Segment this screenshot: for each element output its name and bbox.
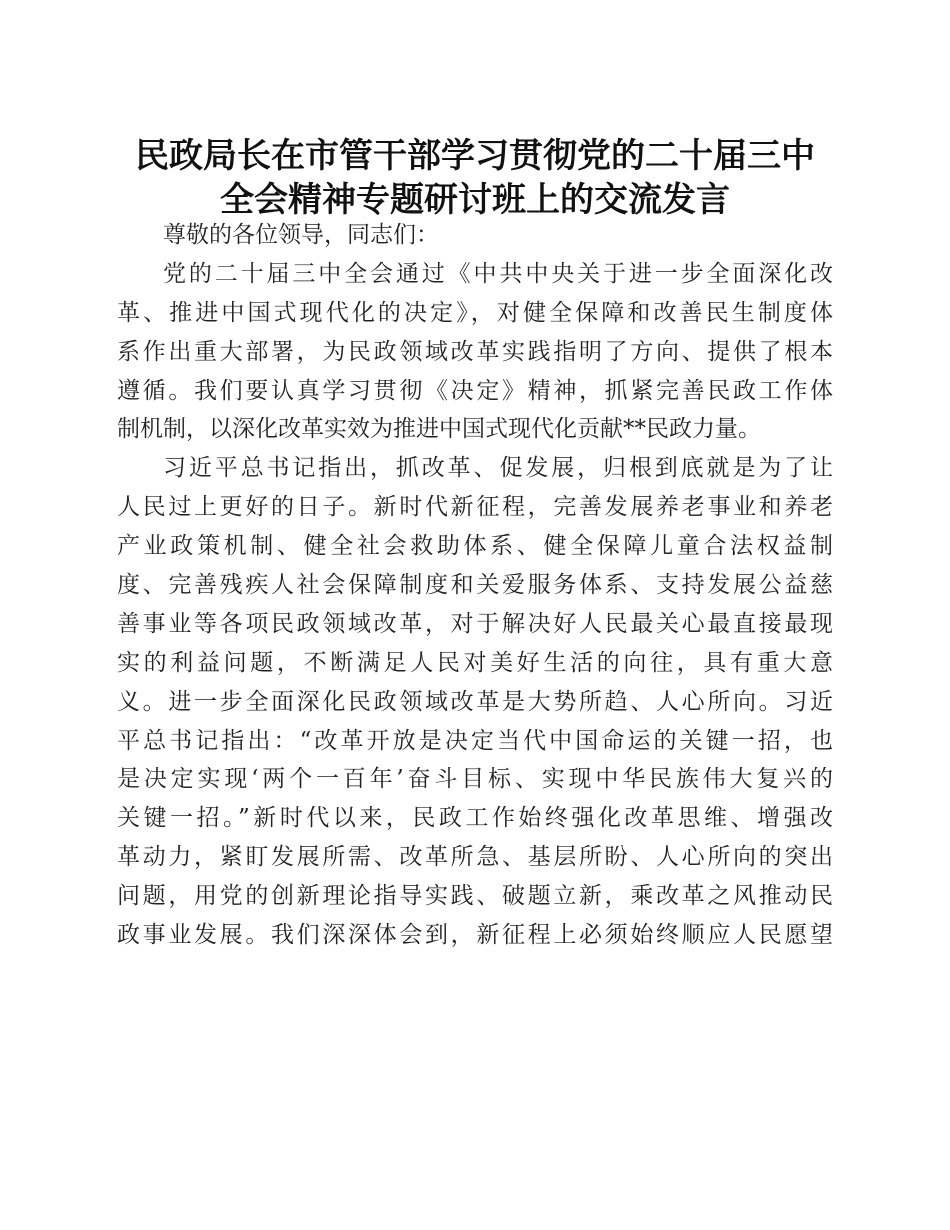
body-line: 问题，用党的创新理论指导实践、破题立新，乘改革之风推动民 <box>117 883 833 910</box>
body-line: 是决定实现‘两个一百年’奋斗目标、实现中华民族伟大复兴的 <box>117 766 833 793</box>
body-line: 遵循。我们要认真学习贯彻《决定》精神，抓紧完善民政工作体 <box>117 377 833 404</box>
body-line: 政事业发展。我们深深体会到，新征程上必须始终顺应人民愿望 <box>117 922 833 949</box>
body-line: 习近平总书记指出，抓改革、促发展，归根到底就是为了让 <box>163 455 833 482</box>
body-line: 革动力，紧盯发展所需、改革所急、基层所盼、人心所向的突出 <box>117 844 833 871</box>
salutation-line: 尊敬的各位领导，同志们： <box>163 222 439 248</box>
body-line: 实的利益问题，不断满足人民对美好生活的向往，具有重大意 <box>117 649 833 676</box>
body-line: 党的二十届三中全会通过《中共中央关于进一步全面深化改 <box>163 260 833 287</box>
body-line: 产业政策机制、健全社会救助体系、健全保障儿童合法权益制 <box>117 533 833 560</box>
body-line: 系作出重大部署，为民政领域改革实践指明了方向、提供了根本 <box>117 338 833 365</box>
body-line: 革、推进中国式现代化的决定》，对健全保障和改善民生制度体 <box>117 299 833 326</box>
body-line: 度、完善残疾人社会保障制度和关爱服务体系、支持发展公益慈 <box>117 572 833 599</box>
body-line: 制机制，以深化改革实效为推进中国式现代化贡献**民政力量。 <box>117 416 761 443</box>
document-title <box>100 134 850 222</box>
title-line-2: 全会精神专题研讨班上的交流发言 <box>220 180 730 220</box>
title-line-1: 民政局长在市管干部学习贯彻党的二十届三中 <box>135 136 815 176</box>
body-line: 关键一招。”新时代以来，民政工作始终强化改革思维、增强改 <box>117 805 833 832</box>
body-line: 人民过上更好的日子。新时代新征程，完善发展养老事业和养老 <box>117 494 833 521</box>
body-line: 义。进一步全面深化民政领域改革是大势所趋、人心所向。习近 <box>117 688 833 715</box>
document-body <box>117 216 833 955</box>
body-line: 善事业等各项民政领域改革，对于解决好人民最关心最直接最现 <box>117 610 833 637</box>
body-line: 平总书记指出：“改革开放是决定当代中国命运的关键一招，也 <box>117 727 833 754</box>
